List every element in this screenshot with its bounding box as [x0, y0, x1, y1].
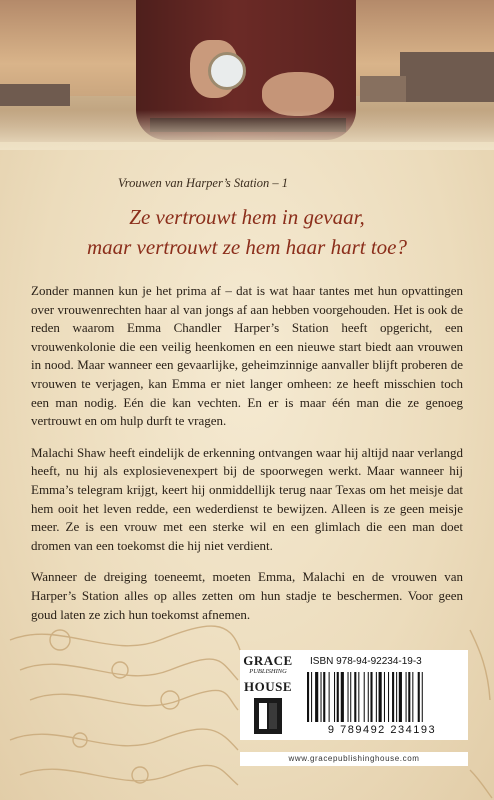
photo-building-right-2: [360, 76, 406, 102]
series-line: Vrouwen van Harper’s Station – 1: [118, 176, 289, 190]
tagline: [0, 202, 494, 262]
pocket-watch-icon: [208, 52, 246, 90]
barcode-icon: [307, 672, 457, 722]
blurb-paragraph-1: Zonder mannen kun je het prima af – dat is wat haar tantes met hun opvattingen over vrouwenrechten haar al van jongs af aan hebben voorgehouden. Het is ook de reden waarom Emma Chandler Harper’s Station heeft opgericht, een vrouwenkolonie die een veilig heenkomen en een nieuwe start biedt aan vrouwen in nood. Maar wanneer een gevaarlijke, geheimzinnige aanvaller blijft proberen de vrouwen te verjagen, kan Emma er niet langer omheen: ze heeft misschien toch een man nodig. Eén die kan vechten. En er is maar één man die ze genoeg vertrouwt en om hulp durft te vragen.: [31, 283, 463, 429]
publisher-name-bottom: HOUSE: [243, 679, 292, 694]
publisher-logo: [240, 650, 296, 740]
tagline-line-1: Ze vertrouwt hem in gevaar,: [129, 205, 365, 229]
isbn-label: ISBN 978-94-92234-19-3: [310, 656, 422, 667]
barcode-block: [296, 650, 468, 740]
barcode-number: 9 789492 234193: [327, 724, 437, 736]
blurb: [31, 282, 463, 637]
blurb-paragraph-2: Malachi Shaw heeft eindelijk de erkenning ontvangen waar hij altijd naar verlangd heeft, nu hij als explosievenexpert bij de spoorwegen werkt. Maar wanneer hij Emma’s telegram krijgt, keert hij onmiddellijk terug naar Texas om het meisje dat hem ooit het leven redde, een wederdienst te bewijzen. Alleen is ze geen meisje meer. Ze is een vrouw met een sterke wil en een glimlach die een man doet dromen van een toekomst die hij niet verdient.: [31, 444, 463, 553]
photo-building-left: [0, 84, 70, 106]
tagline-line-2: maar vertrouwt ze hem haar hart toe?: [86, 235, 408, 259]
photo-building-right: [400, 52, 494, 102]
publisher-website: www.gracepublishinghouse.com: [240, 752, 468, 766]
door-book-icon: [250, 696, 286, 736]
publisher-name-top: GRACE: [243, 653, 293, 668]
photo-fade: [0, 110, 494, 150]
publisher-name-mid: PUBLISHING: [249, 668, 287, 675]
blurb-paragraph-3: Wanneer de dreiging toeneemt, moeten Emma, Malachi en de vrouwen van Harper’s Station alles op alles zetten om hun stadje te beschermen. Voor geen goud laten ze zich hun toekomst afnemen.: [31, 569, 463, 622]
